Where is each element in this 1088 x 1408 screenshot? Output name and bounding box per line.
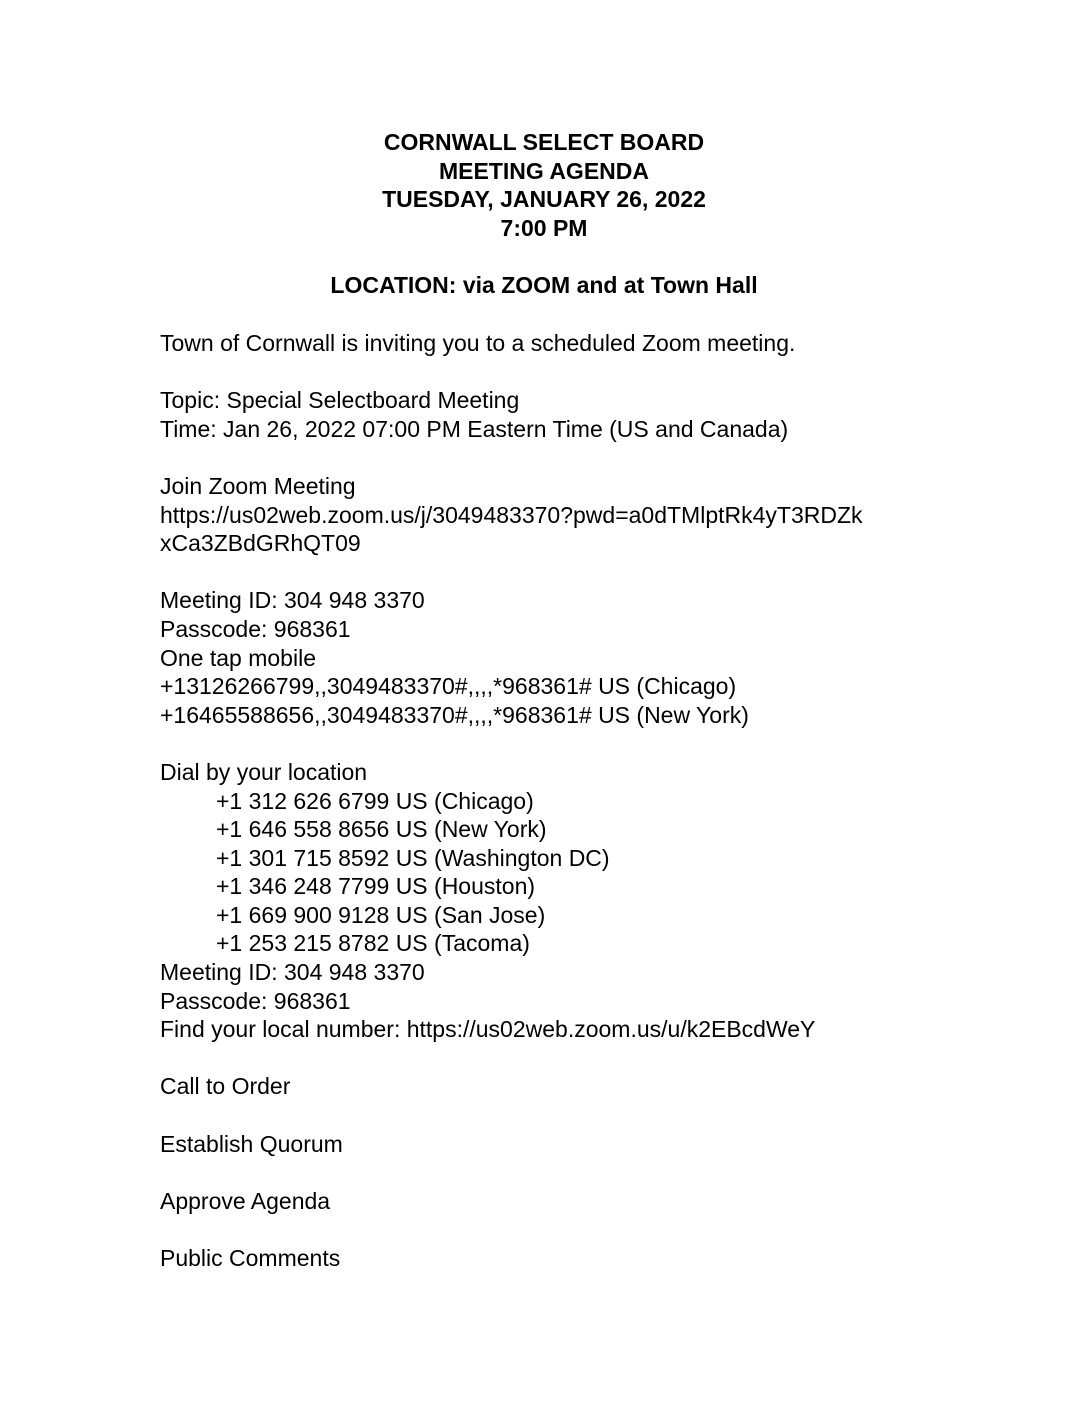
agenda-item-establish-quorum: Establish Quorum: [160, 1130, 343, 1157]
meeting-id: Meeting ID: 304 948 3370: [160, 587, 425, 614]
join-label: Join Zoom Meeting: [160, 472, 356, 499]
local-number-link[interactable]: Find your local number: https://us02web.zoom.us/u/k2EBcdWeY: [160, 1016, 816, 1043]
header-line-title: MEETING AGENDA: [439, 157, 649, 184]
document-body: [160, 329, 1060, 1273]
dial-meeting-id: Meeting ID: 304 948 3370: [160, 959, 425, 986]
agenda-header: [0, 128, 1088, 242]
dial-number-houston: +1 346 248 7799 US (Houston): [216, 873, 536, 900]
passcode: Passcode: 968361: [160, 615, 351, 642]
dial-number-new-york: +1 646 558 8656 US (New York): [216, 816, 547, 843]
agenda-item-approve-agenda: Approve Agenda: [160, 1187, 331, 1214]
join-url-line-2[interactable]: xCa3ZBdGRhQT09: [160, 530, 361, 557]
agenda-item-call-to-order: Call to Order: [160, 1073, 291, 1100]
one-tap-number-new-york: +16465588656,,3049483370#,,,,*968361# US (New York): [160, 701, 749, 728]
dial-label: Dial by your location: [160, 758, 368, 785]
dial-passcode: Passcode: 968361: [160, 987, 351, 1014]
dial-number-chicago: +1 312 626 6799 US (Chicago): [216, 787, 534, 814]
one-tap-label: One tap mobile: [160, 644, 316, 671]
join-url-line-1[interactable]: https://us02web.zoom.us/j/3049483370?pwd=a0dTMlptRk4yT3RDZk: [160, 501, 863, 528]
header-line-date: TUESDAY, JANUARY 26, 2022: [382, 186, 706, 213]
time-text: Time: Jan 26, 2022 07:00 PM Eastern Time (US and Canada): [160, 415, 789, 442]
agenda-item-public-comments: Public Comments: [160, 1245, 341, 1271]
topic-text: Topic: Special Selectboard Meeting: [160, 387, 520, 414]
header-line-board: CORNWALL SELECT BOARD: [383, 129, 705, 155]
header-line-time: 7:00 PM: [500, 214, 588, 241]
dial-number-tacoma: +1 253 215 8782 US (Tacoma): [216, 930, 530, 957]
dial-number-washington: +1 301 715 8592 US (Washington DC): [216, 844, 610, 871]
one-tap-number-chicago: +13126266799,,3049483370#,,,,*968361# US (Chicago): [160, 673, 737, 700]
dial-number-san-jose: +1 669 900 9128 US (San Jose): [216, 901, 546, 928]
location-heading: [0, 271, 1088, 300]
invite-text: Town of Cornwall is inviting you to a scheduled Zoom meeting.: [160, 330, 796, 356]
location-text: LOCATION: via ZOOM and at Town Hall: [330, 272, 758, 298]
